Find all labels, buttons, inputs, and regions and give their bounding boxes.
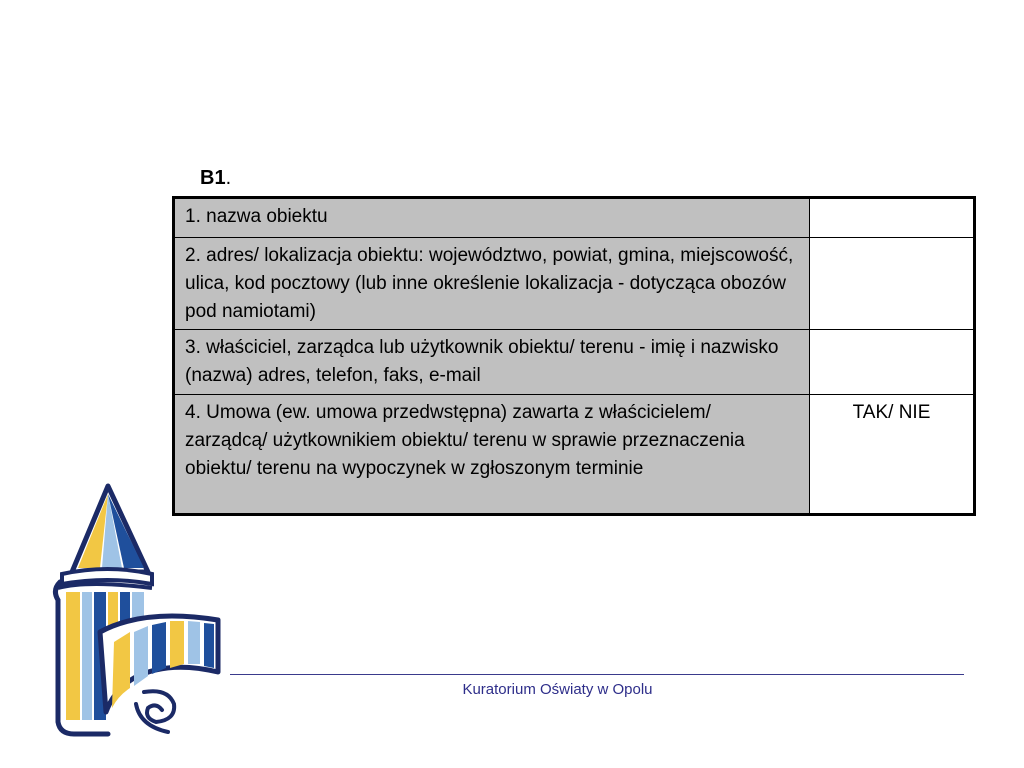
row-label: 2. adres/ lokalizacja obiektu: województwo, powiat, gmina, miejscowość, ulica, kod pocztowy (lub inne określenie lokalizacja - dotycząca obozów pod namiotami) xyxy=(174,238,810,330)
table-row xyxy=(174,395,975,515)
table-row xyxy=(174,330,975,395)
table-row xyxy=(174,238,975,330)
kuratorium-tower-logo-icon xyxy=(48,482,228,744)
footer-institution-name: Kuratorium Oświaty w Opolu xyxy=(462,681,653,698)
row-value xyxy=(810,238,975,330)
section-label-suffix: . xyxy=(225,167,232,189)
row-value xyxy=(810,330,975,395)
section-label xyxy=(200,166,231,190)
section-label-bold: B1 xyxy=(200,167,226,189)
row-label: 3. właściciel, zarządca lub użytkownik obiektu/ terenu - imię i nazwisko (nazwa) adres, telefon, faks, e-mail xyxy=(174,330,810,395)
row-value xyxy=(810,198,975,238)
row-label: 1. nazwa obiektu xyxy=(174,198,810,238)
footer-divider xyxy=(230,674,964,675)
form-table xyxy=(172,196,976,516)
row-value: TAK/ NIE xyxy=(810,395,975,515)
row-label: 4. Umowa (ew. umowa przedwstępna) zawarta z właścicielem/ zarządcą/ użytkownikiem obiektu/ terenu w sprawie przeznaczenia obiektu/ terenu na wypoczynek w zgłoszonym terminie xyxy=(174,395,810,515)
table-row xyxy=(174,198,975,238)
